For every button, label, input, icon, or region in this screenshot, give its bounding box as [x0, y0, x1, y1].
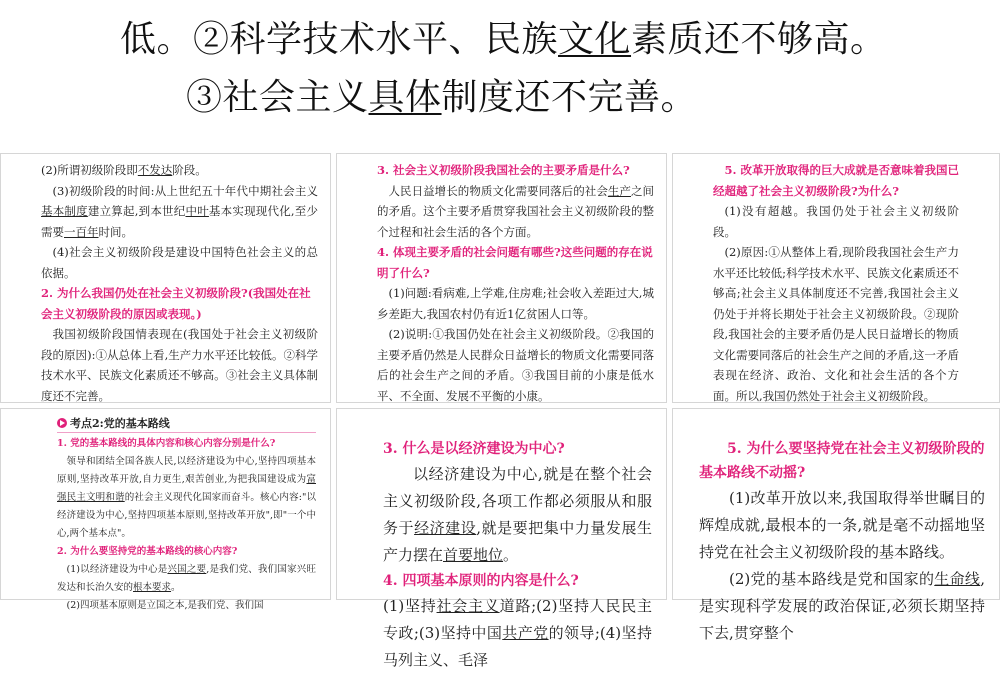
panel-bottom-middle — [336, 408, 667, 669]
topic-tag-row — [57, 413, 316, 433]
header-line-1-underlined: 文化 — [558, 19, 632, 60]
p4-question-1: 1. 党的基本路线的具体内容和核心内容分别是什么? — [57, 438, 276, 449]
play-arrow-icon — [57, 418, 67, 428]
p1-question: 2. 为什么我国仍处在社会主义初级阶段?(我国处在社会主义初级阶段的原因或表现。) — [41, 286, 311, 321]
header-line-2 — [186, 76, 697, 120]
p2-answer-3: 人民日益增长的物质文化需要同落后的社会生产之间的矛盾。这个主要矛盾贯穿我国社会主义初级阶段的整个过程和社会生活的各个方面。 — [377, 183, 655, 239]
p3-answer-1: (1)没有超越。我国仍处于社会主义初级阶段。 — [713, 204, 959, 239]
header-line-2-underlined: 具体 — [368, 77, 442, 118]
p6-answer-1: (1)改革开放以来,我国取得举世瞩目的辉煌成就,最根本的一条,就是毫不动摇地坚持党在社会主义初级阶段的基本路线。 — [699, 489, 985, 561]
header-line-1-part-a: 低。②科学技术水平、民族 — [120, 19, 559, 60]
topic-tag — [57, 415, 170, 431]
p4-answer-1: 领导和团结全国各族人民,以经济建设为中心,坚持四项基本原则,坚持改革开放,自力更生,艰苦创业,为把我国建设成为富强民主文明和谐的社会主义现代化国家而奋斗。核心内容:"以经济建设为中心,坚持四项基本原则,坚持改革开放",即"一个中心,两个基本点"。 — [57, 456, 316, 539]
header-line-1-part-b: 素质还不够高。 — [631, 19, 887, 60]
panel-bottom-right — [672, 408, 1000, 642]
p1-line3: (4)社会主义初级阶段是建设中国特色社会主义的总依据。 — [41, 245, 318, 280]
p1-answer: 我国初级阶段国情表现在(我国处于社会主义初级阶段的原因):①从总体上看,生产力水平还比较低。②科学技术水平、民族文化素质还不够高。③社会主义具体制度还不完善。 — [41, 327, 318, 403]
p5-answer-3: 以经济建设为中心,就是在整个社会主义初级阶段,各项工作都必须服从和服务于经济建设,就是要把集中力量发展生产力摆在首要地位。 — [383, 465, 652, 564]
p6-question: 5. 为什么要坚持党在社会主义初级阶段的基本路线不动摇? — [699, 441, 985, 481]
p5-question-3: 3. 什么是以经济建设为中心? — [383, 441, 565, 457]
p2-question-3: 3. 社会主义初级阶段我国社会的主要矛盾是什么? — [377, 163, 630, 177]
topic-tag-label: 考点2:党的基本路线 — [70, 416, 170, 430]
panel-bottom-left — [0, 408, 331, 611]
panel-top-right — [672, 153, 1000, 403]
p4-answer-3: (2)四项基本原则是立国之本,是我们党、我们国 — [66, 600, 264, 611]
p1-line1: (2)所谓初级阶段即不发达阶段。 — [41, 163, 207, 177]
header-line-2-part-a: ③社会主义 — [186, 77, 369, 118]
p5-question-4: 4. 四项基本原则的内容是什么? — [383, 573, 579, 589]
p3-answer-2: (2)原因:①从整体上看,现阶段我国社会生产力水平还比较低;科学技术水平、民族文化素质还不够高;社会主义具体制度还不完善,我国社会主义仍处于并将长期处于社会主义初级阶段。②现阶段,我国社会的主要矛盾仍是人民日益增长的物质文化需要同落后的社会生产之间的矛盾,这一矛盾表现在经济、政治、文化和社会生活的各个方面。所以,我国仍然处于社会主义初级阶段。 — [713, 245, 959, 403]
panel-top-middle — [336, 153, 667, 403]
p2-answer-4-2: (2)说明:①我国仍处在社会主义初级阶段。②我国的主要矛盾仍然是人民群众日益增长的物质文化需要同落后的社会生产之间的矛盾。③我国目前的小康是低水平、不全面、发展不平衡的小康。 — [377, 327, 654, 403]
p3-question: 5. 改革开放取得的巨大成就是否意味着我国已经超越了社会主义初级阶段?为什么? — [713, 163, 960, 198]
header-line-1 — [120, 18, 887, 62]
p4-answer-2: (1)以经济建设为中心是兴国之要,是我们党、我们国家兴旺发达和长治久安的根本要求。 — [57, 564, 316, 593]
p4-question-2: 2. 为什么要坚持党的基本路线的核心内容? — [57, 546, 238, 557]
p6-answer-2: (2)党的基本路线是党和国家的生命线,是实现科学发展的政治保证,必须长期坚持下去,贯穿整个 — [699, 570, 985, 642]
p1-line2: (3)初级阶段的时间:从上世纪五十年代中期社会主义基本制度建立算起,到本世纪中叶基本实现现代化,至少需要一百年时间。 — [41, 183, 319, 239]
header-line-2-part-b: 制度还不完善。 — [441, 77, 698, 118]
slide-header-text — [0, 0, 1000, 150]
p2-question-4: 4. 体现主要矛盾的社会问题有哪些?这些问题的存在说明了什么? — [377, 245, 653, 280]
panel-top-left — [0, 153, 331, 403]
p2-answer-4-1: (1)问题:看病难,上学难,住房难;社会收入差距过大,城乡差距大,我国农村仍有近1亿贫困人口等。 — [377, 286, 654, 321]
p5-answer-4: (1)坚持社会主义道路;(2)坚持人民民主专政;(3)坚持中国共产党的领导;(4)坚持马列主义、毛泽 — [383, 597, 652, 669]
